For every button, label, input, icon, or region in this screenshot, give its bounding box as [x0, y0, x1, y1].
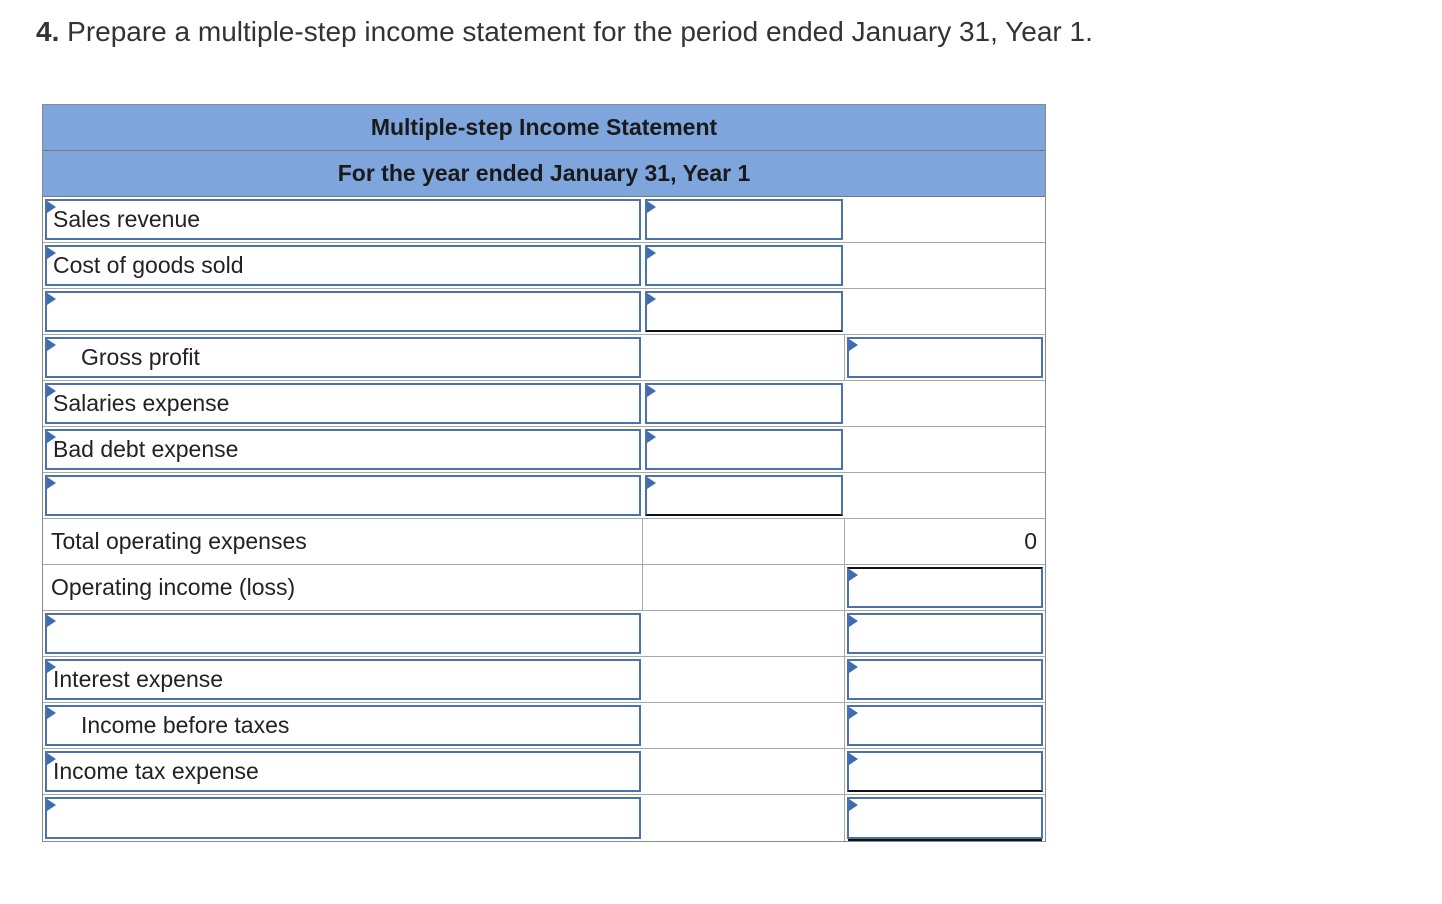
- row-label-dropdown[interactable]: [45, 751, 641, 792]
- amount-cell: [643, 795, 845, 841]
- dropdown-indicator-icon: [47, 799, 56, 811]
- row-label: Income before taxes: [81, 712, 290, 738]
- row-label: Salaries expense: [53, 390, 230, 416]
- amount-input[interactable]: [645, 291, 843, 332]
- total-input[interactable]: [847, 705, 1043, 746]
- amount-cell: [643, 519, 845, 564]
- total-input[interactable]: [847, 337, 1043, 378]
- question-text: Prepare a multiple-step income statement for the period ended January 31, Year 1.: [67, 16, 1093, 47]
- total-input[interactable]: [847, 751, 1043, 792]
- amount-input[interactable]: [645, 383, 843, 424]
- dropdown-indicator-icon: [47, 753, 56, 765]
- table-row: [43, 519, 1045, 565]
- row-label-dropdown[interactable]: [45, 797, 641, 839]
- table-row: [43, 749, 1045, 795]
- total-cell: [845, 473, 1045, 518]
- table-row: [43, 289, 1045, 335]
- table-row: [43, 197, 1045, 243]
- dropdown-indicator-icon: [47, 339, 56, 351]
- row-label-dropdown[interactable]: [45, 659, 641, 700]
- question-number: 4.: [36, 16, 60, 47]
- dropdown-indicator-icon: [849, 799, 858, 811]
- dropdown-indicator-icon: [47, 385, 56, 397]
- dropdown-indicator-icon: [47, 431, 56, 443]
- total-input[interactable]: [847, 613, 1043, 654]
- dropdown-indicator-icon: [47, 477, 56, 489]
- row-label: Total operating expenses: [51, 528, 307, 554]
- row-label-dropdown[interactable]: [45, 429, 641, 470]
- total-cell: [845, 519, 1045, 564]
- total-cell: [845, 243, 1045, 288]
- dropdown-indicator-icon: [647, 385, 656, 397]
- total-cell: [845, 289, 1045, 334]
- row-label-dropdown[interactable]: [45, 705, 641, 746]
- dropdown-indicator-icon: [47, 201, 56, 213]
- dropdown-indicator-icon: [647, 247, 656, 259]
- row-label-dropdown[interactable]: [45, 337, 641, 378]
- total-cell: [845, 381, 1045, 426]
- dropdown-indicator-icon: [47, 247, 56, 259]
- total-input[interactable]: [847, 797, 1043, 839]
- amount-cell: [643, 657, 845, 702]
- table-row: [43, 657, 1045, 703]
- dropdown-indicator-icon: [849, 753, 858, 765]
- table-row: [43, 243, 1045, 289]
- total-input[interactable]: [847, 659, 1043, 700]
- dropdown-indicator-icon: [647, 201, 656, 213]
- dropdown-indicator-icon: [47, 707, 56, 719]
- amount-input[interactable]: [645, 245, 843, 286]
- table-row: [43, 795, 1045, 841]
- amount-input[interactable]: [645, 199, 843, 240]
- row-label-dropdown[interactable]: [45, 613, 641, 654]
- amount-cell: [643, 565, 845, 610]
- table-row: [43, 703, 1045, 749]
- table-row: [43, 427, 1045, 473]
- row-label-cell: [43, 519, 643, 564]
- dropdown-indicator-icon: [47, 615, 56, 627]
- row-label-dropdown[interactable]: [45, 245, 641, 286]
- row-label: Gross profit: [81, 344, 200, 370]
- total-value: 0: [1024, 528, 1037, 554]
- row-label-dropdown[interactable]: [45, 199, 641, 240]
- dropdown-indicator-icon: [849, 569, 858, 581]
- table-row: [43, 335, 1045, 381]
- row-label-dropdown[interactable]: [45, 291, 641, 332]
- dropdown-indicator-icon: [47, 293, 56, 305]
- row-label-cell: [43, 565, 643, 610]
- table-row: [43, 611, 1045, 657]
- statement-title: Multiple-step Income Statement: [43, 105, 1045, 151]
- amount-cell: [643, 335, 845, 380]
- dropdown-indicator-icon: [47, 661, 56, 673]
- amount-cell: [643, 611, 845, 656]
- row-label: Bad debt expense: [53, 436, 239, 462]
- statement-period: For the year ended January 31, Year 1: [43, 151, 1045, 197]
- amount-cell: [643, 703, 845, 748]
- amount-input[interactable]: [645, 475, 843, 516]
- row-label: Cost of goods sold: [53, 252, 244, 278]
- dropdown-indicator-icon: [849, 339, 858, 351]
- dropdown-indicator-icon: [647, 477, 656, 489]
- row-label-dropdown[interactable]: [45, 475, 641, 516]
- total-input[interactable]: [847, 567, 1043, 608]
- question-prompt: [36, 16, 1093, 48]
- row-label: Interest expense: [53, 666, 224, 692]
- row-label: Operating income (loss): [51, 574, 296, 600]
- table-row: [43, 473, 1045, 519]
- row-label: Income tax expense: [53, 758, 259, 784]
- row-label: Sales revenue: [53, 206, 201, 232]
- dropdown-indicator-icon: [849, 661, 858, 673]
- dropdown-indicator-icon: [647, 431, 656, 443]
- row-label-dropdown[interactable]: [45, 383, 641, 424]
- dropdown-indicator-icon: [647, 293, 656, 305]
- dropdown-indicator-icon: [849, 615, 858, 627]
- income-statement-table: [42, 104, 1046, 842]
- total-cell: [845, 427, 1045, 472]
- table-row: [43, 381, 1045, 427]
- amount-input[interactable]: [645, 429, 843, 470]
- table-row: [43, 565, 1045, 611]
- amount-cell: [643, 749, 845, 794]
- dropdown-indicator-icon: [849, 707, 858, 719]
- total-cell: [845, 197, 1045, 242]
